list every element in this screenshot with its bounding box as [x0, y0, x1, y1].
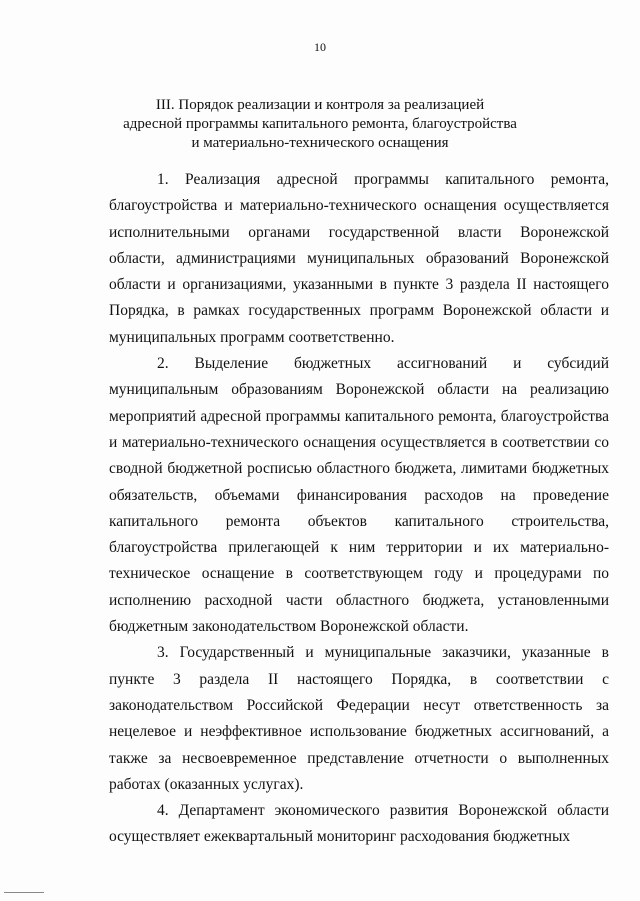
- paragraph-1: 1. Реализация адресной программы капитального ремонта, благоустройства и материально-технического оснащения осуществляется исполнительными органами государственной власти Воронежской области, администрациями муниципальных образований Воронежской области и организациями, указанными в пункте 3 раздела II настоящего Порядка, в рамках государственных программ Воронежской области и муниципальных программ соответственно.: [109, 171, 609, 346]
- section-title-line: и материально-технического оснащения: [191, 135, 449, 151]
- section-title-line: III. Порядок реализации и контроля за реализацией: [155, 97, 485, 113]
- section-title: [100, 96, 540, 153]
- paragraph-2: 2. Выделение бюджетных ассигнований и субсидий муниципальным образованиям Воронежской области на реализацию мероприятий адресной программы капитального ремонта, благоустройства и материально-технического оснащения осуществляется в соответствии со сводной бюджетной росписью областного бюджета, лимитами бюджетных обязательств, объемами финансирования расходов на проведение капитального ремонта объектов капитального строительства, благоустройства прилегающей к ним территории и их материально-техническое оснащение в соответствующем году и процедурами по исполнению расходной части областного бюджета, установленными бюджетным законодательством Воронежской области.: [109, 355, 609, 636]
- page-edge-divider: [4, 892, 44, 893]
- body-text: [109, 167, 609, 851]
- page-number: 10: [314, 40, 326, 54]
- section-title-line: адресной программы капитального ремонта, благоустройства: [123, 116, 517, 132]
- paragraph-3: 3. Государственный и муниципальные заказчики, указанные в пункте 3 раздела II настоящего Порядка, в соответствии с законодательством Российской Федерации несут ответственность за нецелевое и неэффективное использование бюджетных ассигнований, а также за несвоевременное представление отчетности о выполненных работах (оказанных услугах).: [109, 644, 609, 793]
- paragraph-4: 4. Департамент экономического развития Воронежской области осуществляет ежеквартальный мониторинг расходования бюджетных: [109, 802, 609, 846]
